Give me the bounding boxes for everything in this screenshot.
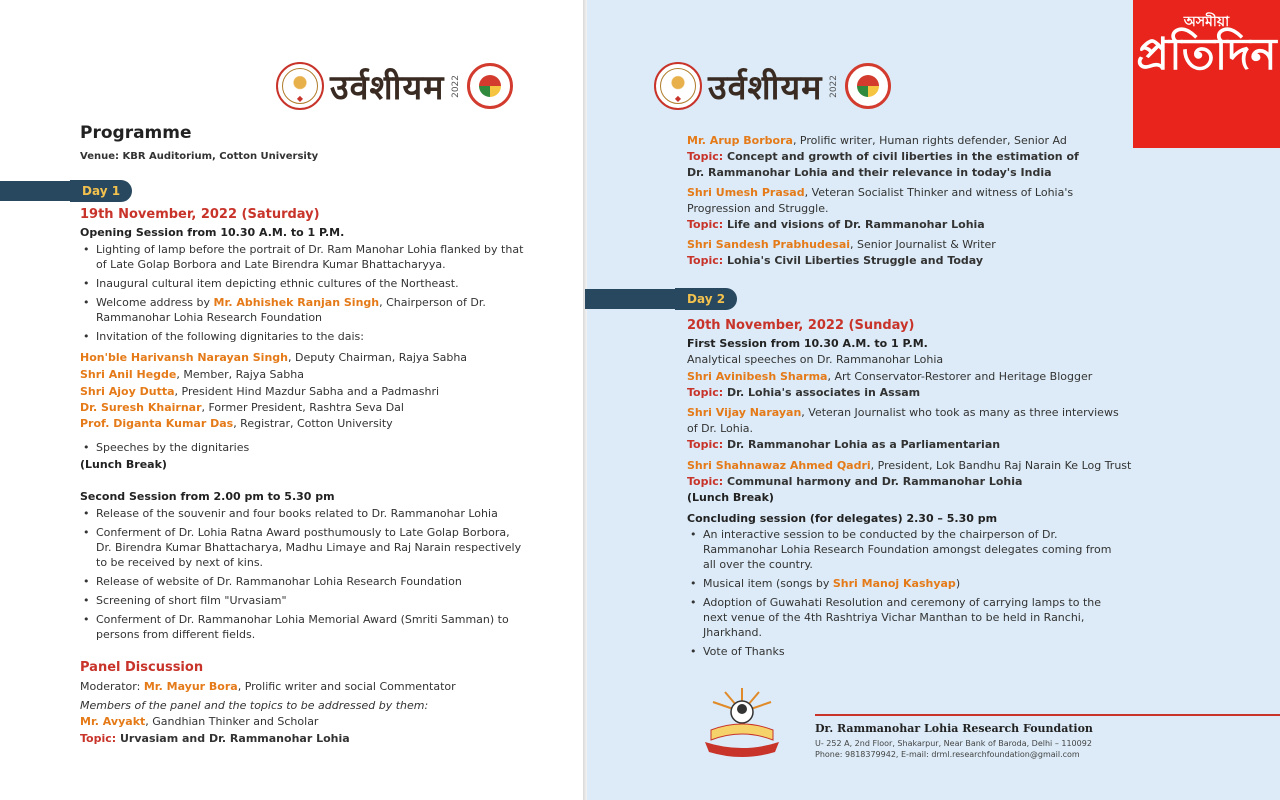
panel-heading: Panel Discussion — [80, 660, 204, 675]
venue: Venue: KBR Auditorium, Cotton University — [80, 151, 319, 162]
foundation-address: U- 252 A, 2nd Floor, Shakarpur, Near Bank of Baroda, Delhi – 110092 Phone: 9818379942, E-mail: drml.researchfoundation@gmail.com — [815, 739, 1092, 759]
day2-label: Day 2 — [675, 288, 737, 310]
foundation-footer — [690, 680, 1280, 770]
second-session: Second Session from 2.00 pm to 5.30 pm — [80, 490, 335, 503]
speaker-topic: Topic: Dr. Rammanohar Lohia as a Parliamentarian — [687, 438, 1001, 451]
day1-bar — [0, 181, 132, 201]
panelist-row: Shri Sandesh Prabhudesai, Senior Journalist & Writer — [687, 238, 996, 251]
speaker-topic: Topic: Communal harmony and Dr. Rammanohar Lohia — [687, 475, 1023, 488]
speaker-topic: Topic: Dr. Lohia's associates in Assam — [687, 386, 921, 399]
dignitary-row: Shri Ajoy Dutta, President Hind Mazdur Sabha and a Padmashri — [80, 385, 440, 398]
page-gutter — [583, 0, 587, 800]
event-year: 2022 — [450, 74, 461, 98]
panelist-topic: Topic: Urvasiam and Dr. Rammanohar Lohia — [80, 732, 350, 745]
day1-date: 19th November, 2022 (Saturday) — [80, 207, 320, 222]
speaker-row: Shri Vijay Narayan, Veteran Journalist who took as many as three interviews — [687, 406, 1119, 419]
list-item: • Release of website of Dr. Rammanohar Lohia Research Foundation — [80, 574, 521, 589]
right-header — [654, 60, 891, 112]
panelist-row: Mr. Avyakt, Gandhian Thinker and Scholar — [80, 715, 319, 728]
first-session: First Session from 10.30 A.M. to 1 P.M. — [687, 337, 928, 350]
list-item: • Inaugural cultural item depicting ethnic cultures of the Northeast. — [80, 276, 523, 291]
dignitary-row: Shri Anil Hegde, Member, Rajya Sabha — [80, 368, 304, 381]
panelist-topic-cont: Dr. Rammanohar Lohia and their relevance in today's India — [687, 166, 1052, 179]
panelist-topic: Topic: Life and visions of Dr. Rammanohar Lohia — [687, 218, 985, 231]
dignitary-row: Prof. Diganta Kumar Das, Registrar, Cotton University — [80, 417, 393, 430]
pratidin-logo: অসমীয়া প্রতিদিন — [1133, 0, 1280, 148]
lohia-portrait-icon: ◆ — [654, 62, 702, 110]
analytical-note: Analytical speeches on Dr. Rammanohar Lohia — [687, 353, 944, 366]
list-item: • Welcome address by Mr. Abhishek Ranjan Singh, Chairperson of Dr. Rammanohar Lohia Research Foundation — [80, 295, 523, 325]
list-item: • Conferment of Dr. Lohia Ratna Award posthumously to Late Golap Borbora, Dr. Birendra Kumar Bhattacharya, Madhu Limaye and Raj Narain respectively to be received by next of kins. — [80, 525, 521, 570]
event-title: उर्वशीयम — [330, 68, 445, 108]
panelist-topic: Topic: Lohia's Civil Liberties Struggle and Today — [687, 254, 984, 267]
event-year: 2022 — [828, 74, 839, 98]
panelist-role-cont: Progression and Struggle. — [687, 202, 829, 215]
lohia-portrait-icon: ◆ — [276, 62, 324, 110]
list-item: • Speeches by the dignitaries — [80, 440, 249, 455]
day1-label: Day 1 — [70, 180, 132, 202]
panel-members-note: Members of the panel and the topics to be addressed by them: — [80, 699, 429, 712]
list-item: • Invitation of the following dignitaries to the dais: — [80, 329, 523, 344]
concluding-session: Concluding session (for delegates) 2.30 – 5.30 pm — [687, 512, 998, 525]
concluding-list — [687, 527, 1111, 663]
panelist-row: Shri Umesh Prasad, Veteran Socialist Thinker and witness of Lohia's — [687, 186, 1074, 199]
second-session-list — [80, 506, 521, 646]
panelist-row: Mr. Arup Borbora, Prolific writer, Human rights defender, Senior Ad — [687, 134, 1067, 147]
dignitary-row: Dr. Suresh Khairnar, Former President, Rashtra Seva Dal — [80, 401, 404, 414]
opening-list — [80, 242, 523, 344]
lunch-break: (Lunch Break) — [687, 491, 774, 504]
list-item: • Release of the souvenir and four books related to Dr. Rammanohar Lohia — [80, 506, 521, 521]
list-item: • Vote of Thanks — [687, 644, 1111, 659]
list-item: • Adoption of Guwahati Resolution and ceremony of carrying lamps to the next venue of the 4th Rashtriya Vichar Manthan to be held in Ranchi, Jharkhand. — [687, 595, 1111, 640]
dignitary-row: Hon'ble Harivansh Narayan Singh, Deputy Chairman, Rajya Sabha — [80, 351, 468, 364]
opening-session: Opening Session from 10.30 A.M. to 1 P.M. — [80, 226, 345, 239]
seal-icon — [845, 63, 891, 109]
list-item: • Lighting of lamp before the portrait of Dr. Ram Manohar Lohia flanked by that of Late Golap Borbora and Late Birendra Kumar Bhattacharyya. — [80, 242, 523, 272]
moderator: Moderator: Mr. Mayur Bora, Prolific writer and social Commentator — [80, 680, 456, 693]
footer-divider — [815, 714, 1280, 716]
panelist-topic: Topic: Concept and growth of civil liberties in the estimation of — [687, 150, 1079, 163]
day2-bar — [585, 289, 737, 309]
foundation-name: Dr. Rammanohar Lohia Research Foundation — [815, 722, 1093, 735]
speaker-row: Shri Avinibesh Sharma, Art Conservator-Restorer and Heritage Blogger — [687, 370, 1093, 383]
speaker-row: Shri Shahnawaz Ahmed Qadri, President, Lok Bandhu Raj Narain Ke Log Trust — [687, 459, 1132, 472]
day2-date: 20th November, 2022 (Sunday) — [687, 318, 915, 333]
list-item: • Screening of short film "Urvasiam" — [80, 593, 521, 608]
programme-heading: Programme — [80, 123, 192, 143]
list-item: • An interactive session to be conducted by the chairperson of Dr. Rammanohar Lohia Research Foundation amongst delegates coming from all over the country. — [687, 527, 1111, 572]
list-item: • Musical item (songs by Shri Manoj Kashyap) — [687, 576, 1111, 591]
event-title: उर्वशीयम — [708, 68, 823, 108]
left-header — [276, 60, 513, 112]
seal-icon — [467, 63, 513, 109]
speaker-role-cont: of Dr. Lohia. — [687, 422, 754, 435]
lunch-break: (Lunch Break) — [80, 458, 167, 471]
list-item: • Conferment of Dr. Rammanohar Lohia Memorial Award (Smriti Samman) to persons from different fields. — [80, 612, 521, 642]
foundation-emblem-icon — [695, 682, 790, 762]
